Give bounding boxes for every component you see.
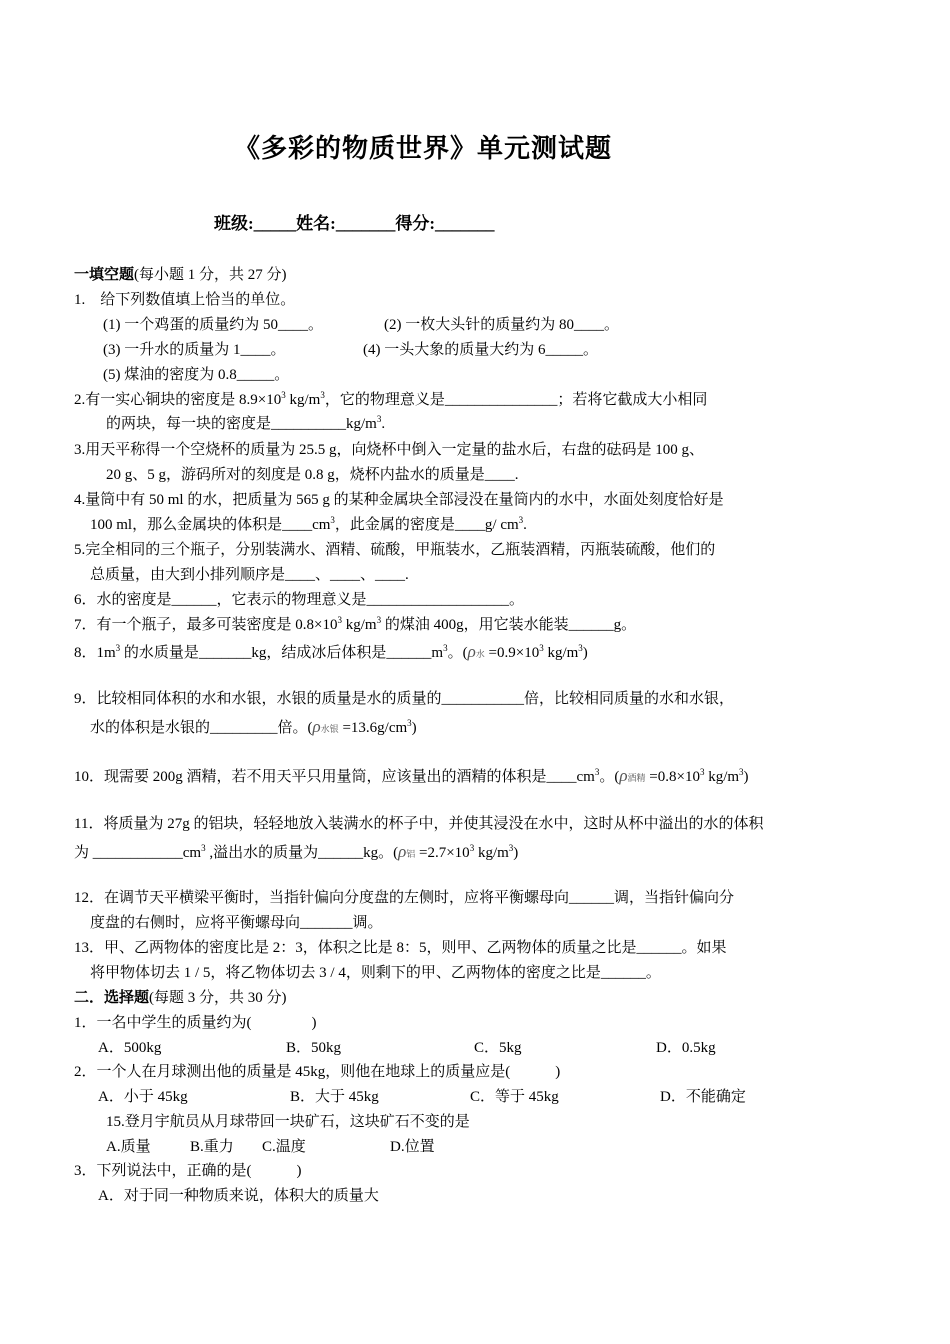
choice-15-option-a: A.质量 <box>106 1139 151 1155</box>
question-1: 1. 给下列数值填上恰当的单位。 <box>74 292 296 308</box>
question-9-line1: 9．比较相同体积的水和水银，水银的质量是水的质量的___________倍，比较相同质量的水和水银， <box>74 691 735 707</box>
section2-title: 二．选择题 <box>74 990 150 1006</box>
question-3-line2: 20 g、5 g，游码所对的刻度是 0.8 g，烧杯内盐水的质量是____. <box>106 467 519 483</box>
choice-1-option-a: A．500kg <box>98 1040 162 1056</box>
section1-note: (每小题 1 分，共 27 分) <box>134 267 287 283</box>
question-2-line1: 2.有一实心铜块的密度是 $8.9\times 10^3$ $kg/m^3$，它的物理意义是_______________；若将它截成大小相同 <box>74 390 708 408</box>
question-11-line1: 11．将质量为 27g 的铝块，轻轻地放入装满水的杯子中，并使其浸没在水中，这时从杯中溢出的水的体积 <box>74 816 764 832</box>
choice-15-option-d: D.位置 <box>390 1139 435 1155</box>
question-4-line1: 4.量筒中有 50 ml 的水，把质量为 565 g 的某种金属块全部浸没在量筒内的水中，水面处刻度恰好是 <box>74 492 724 508</box>
choice-question-2: 2．一个人在月球测出他的质量是 45kg，则他在地球上的质量应是( ) <box>74 1064 561 1080</box>
rho-symbol: ρ <box>312 717 321 736</box>
choice-15-option-c: C.温度 <box>262 1139 306 1155</box>
question-3-line1: 3.用天平称得一个空烧杯的质量为 25.5 g，向烧杯中倒入一定量的盐水后，右盘的砝码是 100 g、 <box>74 442 705 458</box>
choice-1-option-c: C．5kg <box>474 1040 522 1056</box>
question-1c: (3) 一升水的质量为 1____。 <box>103 342 286 358</box>
rho-symbol: ρ <box>398 842 407 861</box>
choice-2-option-d: D．不能确定 <box>660 1089 746 1105</box>
question-1d: (4) 一头大象的质量大约为 6_____。 <box>363 342 598 358</box>
question-5-line1: 5.完全相同的三个瓶子，分别装满水、酒精、硫酸，甲瓶装水，乙瓶装酒精，丙瓶装硫酸，他们的 <box>74 542 716 558</box>
question-1b: (2) 一枚大头针的质量约为 80____。 <box>384 317 619 333</box>
choice-15-option-b: B.重力 <box>190 1139 234 1155</box>
choice-question-15: 15.登月宇航员从月球带回一块矿石，这块矿石不变的是 <box>106 1114 470 1130</box>
rho-symbol: ρ <box>619 766 628 785</box>
question-8: 8．$1m^3$ 的水质量是_______kg，结成冰后体积是$\_\_\_\_\_\_m^3$。(ρ水 $=0.9\times 10^3$ $kg/m^3$) <box>74 642 588 661</box>
question-7: 7．有一个瓶子，最多可装密度是 $0.8\times 10^3$ $kg/m^3$ 的煤油 400g，用它装水能装______g。 <box>74 615 637 633</box>
choice-3-option-a: A．对于同一种物质来说，体积大的质量大 <box>98 1188 379 1204</box>
question-9-line2: 水的体积是水银的_________倍。(ρ水银 $=13.6g/cm^3$) <box>90 717 417 736</box>
question-13-line2: 将甲物体切去 1 / 5，将乙物体切去 3 / 4，则剩下的甲、乙两物体的密度之比是______。 <box>90 965 661 981</box>
student-info-fields: 班级:_____姓名:_______得分:_______ <box>214 214 495 233</box>
question-5-line2: 总质量，由大到小排列顺序是____、____、____. <box>90 567 409 583</box>
section1-heading <box>74 265 287 285</box>
section1-title: 一填空题 <box>74 267 135 283</box>
question-1a: (1) 一个鸡蛋的质量约为 50____。 <box>103 317 323 333</box>
choice-question-1: 1．一名中学生的质量约为( ) <box>74 1015 317 1031</box>
page-title: 《多彩的物质世界》单元测试题 <box>234 134 613 163</box>
question-13-line1: 13．甲、乙两物体的密度比是 2：3，体积之比是 8：5，则甲、乙两物体的质量之比是______。如果 <box>74 940 727 956</box>
choice-1-option-d: D．0.5kg <box>656 1040 716 1056</box>
choice-2-option-b: B．大于 45kg <box>290 1089 379 1105</box>
choice-2-option-a: A．小于 45kg <box>98 1089 188 1105</box>
question-10: 10．现需要 200g 酒精，若不用天平只用量筒，应该量出的酒精的体积是$\_\_\_\_cm^3$。(ρ酒精 $=0.8\times 10^3$ $kg/m^3$) <box>74 766 749 785</box>
choice-2-option-c: C．等于 45kg <box>470 1089 559 1105</box>
question-12-line1: 12．在调节天平横梁平衡时，当指针偏向分度盘的左侧时，应将平衡螺母向______调，当指针偏向分 <box>74 890 735 906</box>
question-12-line2: 度盘的右侧时，应将平衡螺母向_______调。 <box>90 915 383 931</box>
question-4-line2: 100 ml，那么金属块的体积是$\_\_\_\_cm^3$，此金属的密度是____g/ $cm^3$. <box>90 515 527 533</box>
question-2-line2: 的两块，每一块的密度是$\_\_\_\_\_\_\_\_\_\_kg/m^3$. <box>106 414 386 432</box>
choice-1-option-b: B．50kg <box>286 1040 342 1056</box>
section2-heading <box>74 988 287 1008</box>
question-11-line2: 为 $\_\_\_\_\_\_\_\_\_\_\_\_cm^3$ ,溢出水的质量为______kg。(ρ铝 $=2.7\times 10^3$ $kg/m^3$) <box>74 842 519 861</box>
section2-note: (每题 3 分，共 30 分) <box>149 990 287 1006</box>
question-1e: (5) 煤油的密度为 0.8_____。 <box>103 367 290 383</box>
rho-symbol: ρ <box>467 642 476 661</box>
choice-question-3: 3．下列说法中，正确的是( ) <box>74 1163 302 1179</box>
question-6: 6．水的密度是______，它表示的物理意义是___________________。 <box>74 592 525 608</box>
